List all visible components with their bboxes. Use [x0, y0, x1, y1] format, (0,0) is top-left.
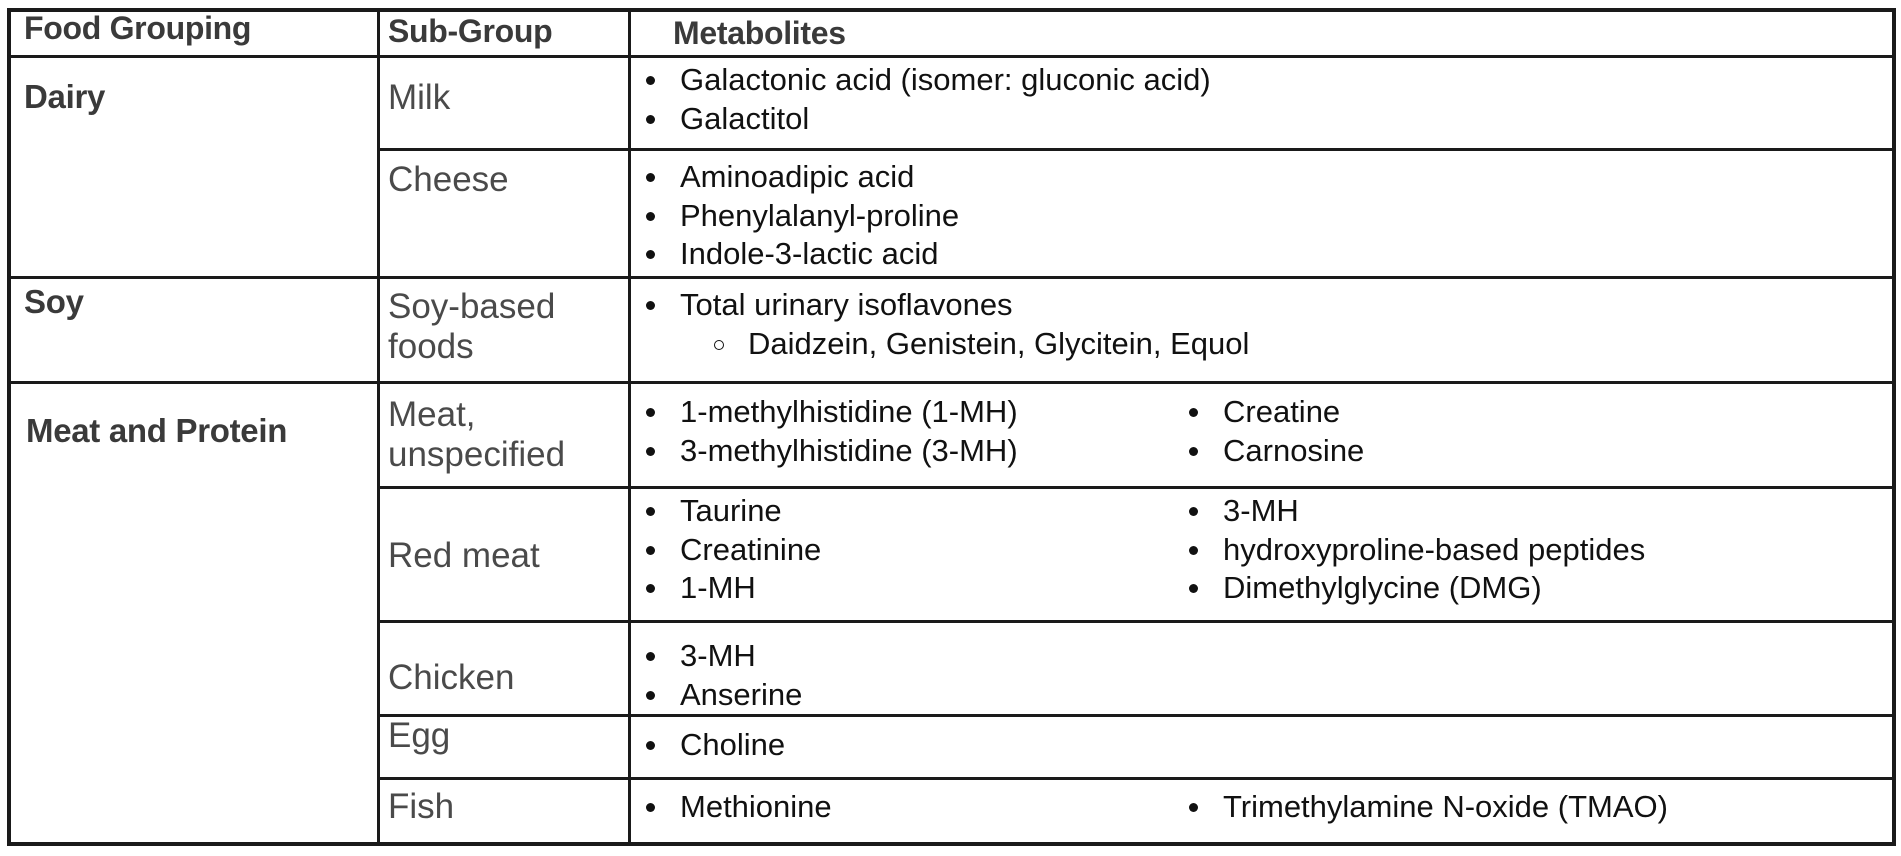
- list-item: Methionine: [638, 788, 832, 827]
- column-divider-2: [628, 8, 631, 846]
- group-meat-protein: Meat and Protein: [26, 412, 288, 449]
- list-item: Aminoadipic acid: [638, 158, 959, 197]
- header-sub-group: Sub-Group: [388, 13, 553, 49]
- subgroup-meat-unspecified: [388, 395, 565, 475]
- list-item: Anserine: [638, 676, 802, 715]
- column-divider-1: [377, 8, 380, 846]
- group-divider-soy-meat: [7, 381, 1896, 384]
- subgroup-meat-line-1: Meat,: [388, 395, 476, 434]
- list-item: 3-MH: [638, 637, 802, 676]
- metabolites-fish-col2: [1181, 788, 1668, 827]
- subgroup-chicken: Chicken: [388, 658, 515, 697]
- list-item: 1-MH: [638, 569, 821, 608]
- list-item: Indole-3-lactic acid: [638, 235, 959, 274]
- list-item: 3-MH: [1181, 492, 1645, 531]
- list-item: Taurine: [638, 492, 821, 531]
- metabolites-red-meat-col1: [638, 492, 821, 608]
- metabolites-egg: [638, 726, 785, 765]
- header-divider: [7, 55, 1896, 58]
- row-divider-milk-cheese: [377, 148, 1896, 151]
- row-divider-meat-redmeat: [377, 486, 1896, 489]
- table-border-top: [7, 8, 1896, 12]
- metabolites-soy: [638, 286, 1249, 363]
- metabolites-cheese: [638, 158, 959, 274]
- list-item: Dimethylglycine (DMG): [1181, 569, 1645, 608]
- list-item: hydroxyproline-based peptides: [1181, 531, 1645, 570]
- list-item: 1-methylhistidine (1-MH): [638, 393, 1018, 432]
- list-item: Galactonic acid (isomer: gluconic acid): [638, 61, 1211, 100]
- header-food-grouping: Food Grouping: [24, 10, 252, 46]
- subgroup-milk: Milk: [388, 78, 451, 117]
- list-item: Galactitol: [638, 100, 1211, 139]
- list-item: Carnosine: [1181, 432, 1364, 471]
- list-item: Total urinary isoflavones: [638, 286, 1249, 325]
- group-divider-dairy-soy: [7, 276, 1896, 279]
- subgroup-egg: Egg: [388, 716, 451, 755]
- row-divider-egg-fish: [377, 777, 1896, 780]
- list-item: Choline: [638, 726, 785, 765]
- subgroup-meat-line-2: unspecified: [388, 435, 566, 474]
- list-item: 3-methylhistidine (3-MH): [638, 432, 1018, 471]
- table-border-right: [1892, 8, 1896, 846]
- metabolites-fish-col1: [638, 788, 832, 827]
- row-divider-chicken-egg: [377, 714, 1896, 717]
- table-border-left: [7, 8, 11, 846]
- table-border-bottom: [7, 842, 1896, 846]
- header-metabolites: Metabolites: [673, 15, 846, 51]
- metabolites-chicken: [638, 637, 802, 714]
- subgroup-red-meat: Red meat: [388, 536, 540, 575]
- subgroup-fish: Fish: [388, 787, 455, 826]
- list-item: Trimethylamine N-oxide (TMAO): [1181, 788, 1668, 827]
- row-divider-redmeat-chicken: [377, 620, 1896, 623]
- subgroup-cheese: Cheese: [388, 160, 509, 199]
- metabolites-meat-unspecified-col2: [1181, 393, 1364, 470]
- list-item: Phenylalanyl-proline: [638, 197, 959, 236]
- list-item: Creatinine: [638, 531, 821, 570]
- group-soy: Soy: [24, 283, 84, 320]
- subgroup-soy-line-2: foods: [388, 327, 474, 366]
- sub-list-item: Daidzein, Genistein, Glycitein, Equol: [638, 325, 1249, 364]
- list-item: Creatine: [1181, 393, 1364, 432]
- metabolites-red-meat-col2: [1181, 492, 1645, 608]
- metabolites-meat-unspecified-col1: [638, 393, 1018, 470]
- group-dairy: Dairy: [24, 78, 106, 115]
- subgroup-soy-line-1: Soy-based: [388, 287, 556, 326]
- subgroup-soy-based-foods: [388, 287, 555, 367]
- metabolites-milk: [638, 61, 1211, 138]
